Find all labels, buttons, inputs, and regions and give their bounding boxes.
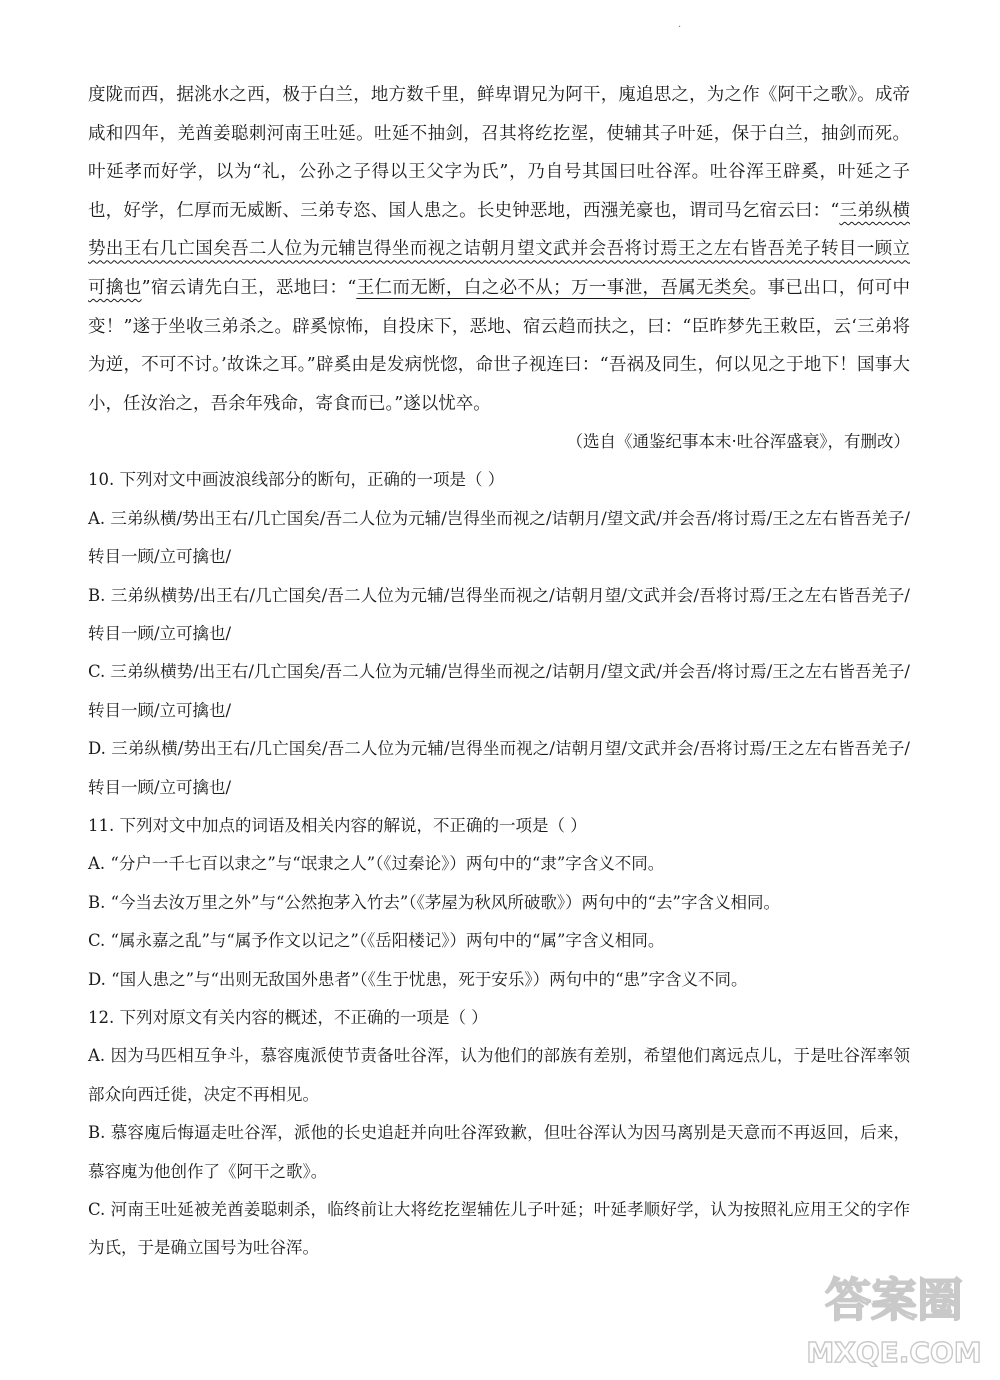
watermark-text: 答案圈 <box>825 1273 963 1327</box>
option-b: B. 慕容廆后悔逼走吐谷浑，派他的长史追赶并向吐谷浑致歉，但吐谷浑认为因马离别是天意而不再返回，后来，慕容廆为他创作了《阿干之歌》。 <box>88 1123 910 1181</box>
underlined-sentence: 王仁而无断，白之必不从；万一事泄，吾属无类矣 <box>356 277 750 298</box>
question-stem: 12. 下列对原文有关内容的概述，不正确的一项是（ ） <box>88 1008 488 1028</box>
question-stem: 11. 下列对文中加点的词语及相关内容的解说，不正确的一项是（ ） <box>88 816 587 835</box>
passage-text <box>88 76 910 423</box>
option-c: C. 三弟纵横势/出王右/几亡国矣/吾二人位为元辅/岂得坐而视之/诘朝月/望文武/并会吾/将讨焉/王之左右皆吾羌子/转目一顾/立可擒也/ <box>88 662 910 720</box>
wavy-underlined-sentence: 三弟纵横势出王右几亡国矣吾二人位为元辅岂得坐而视之诘朝月望文武并会吾将讨焉王之左右皆吾羌子转目一顾立可擒也 <box>88 200 910 298</box>
passage-part-1: 度陇而西，据洮水之西，极于白兰，地方数千里，鲜卑谓兄为阿干，廆追思之，为之作《阿干之歌》。成帝咸和四年，羌酋姜聪刺河南王吐延。吐延不抽剑，召其将纥扢埿，使辅其子叶延，保于白兰，抽剑而死。叶延孝而好学，以为“礼，公孙之子得以王父字为氏”，乃自号其国曰吐谷浑。吐谷浑王辟奚，叶延之子也，好学，仁厚而无威断、三弟专恣、国人患之。长史钟恶地，西漒羌豪也，谓司马乞宿云曰：“ <box>88 85 910 221</box>
watermark-site: MXQE.COM <box>806 1336 982 1369</box>
option-a: A. “分户一千七百以隶之”与“氓隶之人”（《过秦论》）两句中的“隶”字含义不同。 <box>88 854 665 874</box>
passage-part-2: ”宿云请先白王，恶地曰：“ <box>141 277 357 298</box>
option-c: C. “属永嘉之乱”与“属予作文以记之”（《岳阳楼记》）两句中的“属”字含义相同。 <box>88 931 665 951</box>
passage-source: （选自《通鉴纪事本末·吐谷浑盛衰》，有删改） <box>566 432 910 452</box>
option-a: A. 因为马匹相互争斗，慕容廆派使节责备吐谷浑，认为他们的部族有差别，希望他们离远点儿，于是吐谷浑率领部众向西迁徙，决定不再相见。 <box>88 1046 910 1104</box>
passage-part-3: 。事已出口，何可中变！”遂于坐收三弟杀之。辟奚惊怖，自投床下，恶地、宿云趋而扶之，曰：“臣昨梦先王敕臣，云‘三弟将为逆，不可不讨。’故诛之耳。”辟奚由是发病恍惚，命世子视连曰：“吾祸及同生，何以见之于地下！国事大小，任汝治之，吾余年残命，寄食而已。”遂以忧卒。 <box>88 277 911 414</box>
question-stem: 10. 下列对文中画波浪线部分的断句，正确的一项是（ ） <box>88 470 505 490</box>
option-b: B. 三弟纵横势/出王右/几亡国矣/吾二人位为元辅/岂得坐而视之/诘朝月望/文武并会/吾将讨焉/王之左右皆吾羌子/转目一顾/立可擒也/ <box>88 585 910 643</box>
question-10 <box>88 461 910 807</box>
question-12 <box>88 999 910 1268</box>
document-page <box>88 76 910 1268</box>
question-11 <box>88 807 910 999</box>
option-b: B. “今当去汝万里之外”与“公然抱茅入竹去”（《茅屋为秋风所破歌》）两句中的“去”字含义相同。 <box>88 892 780 912</box>
option-c: C. 河南王吐延被羌酋姜聪刺杀，临终前让大将纥扢埿辅佐儿子叶延；叶延孝顺好学，认为按照礼应用王父的字作为氏，于是确立国号为吐谷浑。 <box>88 1200 910 1258</box>
scan-dot: · <box>678 22 682 33</box>
option-d: D. 三弟纵横/势出王右/几亡国矣/吾二人位为元辅/岂得坐而视之/诘朝月望/文武并会/吾将讨焉/王之左右皆吾羌子/转目一顾/立可擒也/ <box>88 739 910 797</box>
option-d: D. “国人患之”与“出则无敌国外患者”（《生于忧患，死于安乐》）两句中的“患”字含义不同。 <box>88 969 748 989</box>
option-a: A. 三弟纵横/势出王右/几亡国矣/吾二人位为元辅/岂得坐而视之/诘朝月/望文武/并会吾/将讨焉/王之左右皆吾羌子/转目一顾/立可擒也/ <box>88 508 910 567</box>
watermark-logo <box>796 1254 992 1374</box>
